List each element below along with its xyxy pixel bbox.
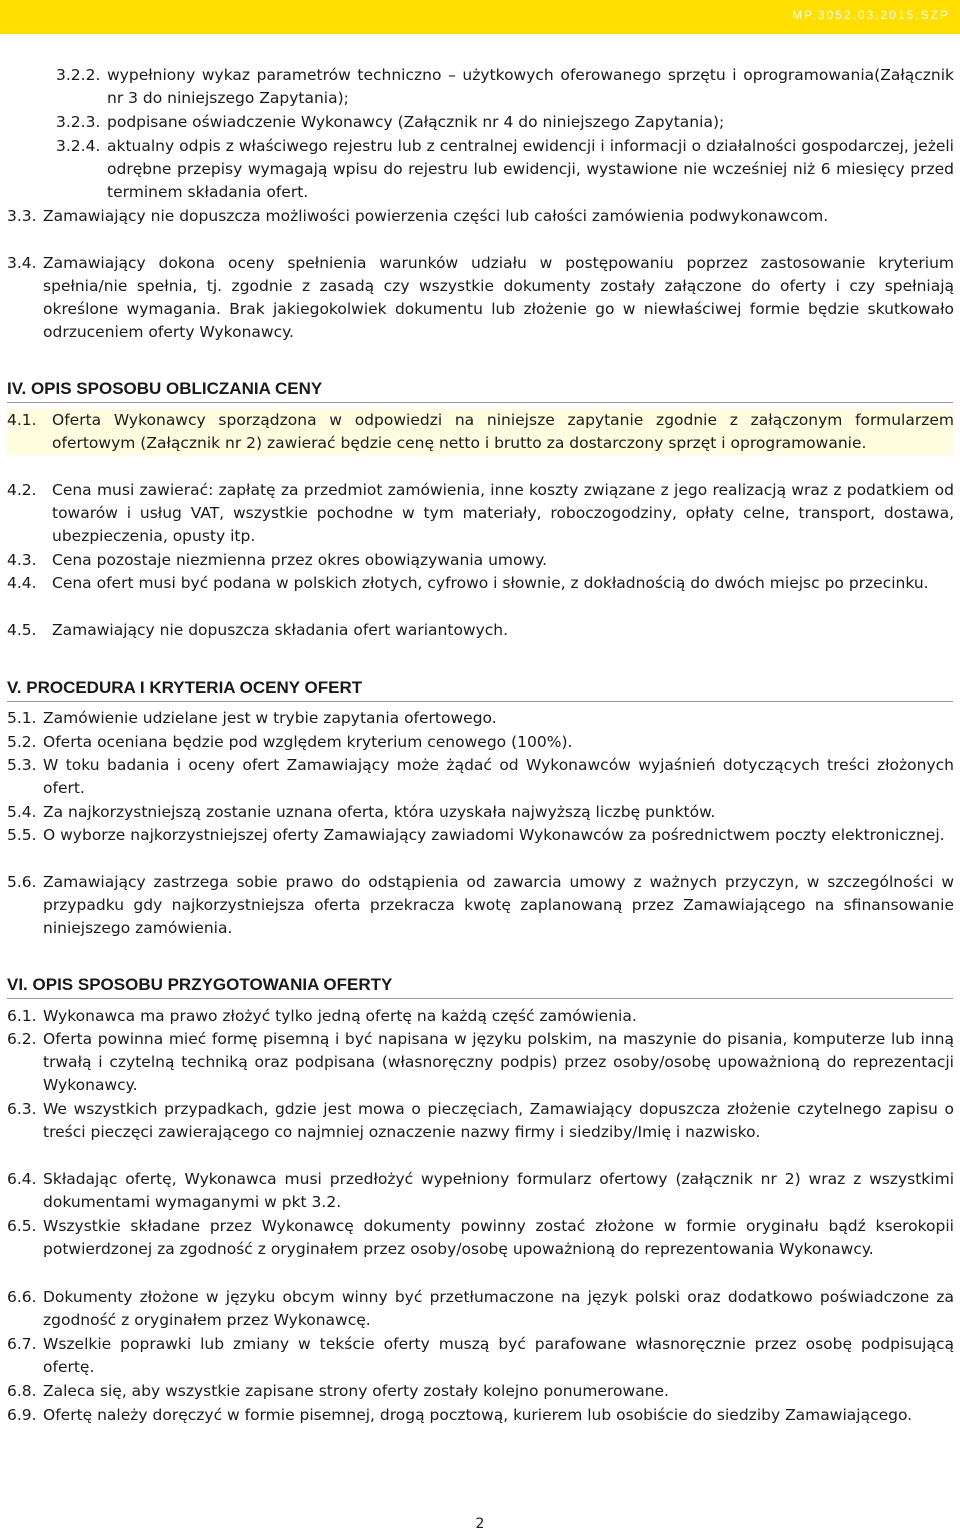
item-text: Wszystkie składane przez Wykonawcę dokumenty powinny zostać złożone w formie oryginału bądź kserokopii potwierdzonej za zgodność z oryginałem przez osoby/osobę upoważnioną do reprezentowania Wykonawcy. [43, 1217, 954, 1258]
item-text: Wykonawca ma prawo złożyć tylko jedną ofertę na każdą część zamówienia. [43, 1007, 637, 1025]
list-item [7, 619, 954, 642]
item-number: 4.4. [7, 574, 37, 592]
list-item [7, 1215, 954, 1261]
list-item [7, 409, 954, 455]
item-number: 3.4. [7, 254, 37, 272]
page-number: 2 [475, 1516, 485, 1532]
item-text: Zaleca się, aby wszystkie zapisane strony oferty zostały kolejno ponumerowane. [43, 1382, 669, 1400]
item-number: 6.7. [7, 1335, 37, 1353]
item-text: Zamawiający nie dopuszcza składania ofert wariantowych. [52, 621, 509, 639]
list-item [7, 1286, 954, 1332]
item-text: Oferta oceniana będzie pod względem kryterium cenowego (100%). [43, 733, 573, 751]
item-text: Wszelkie poprawki lub zmiany w tekście oferty muszą być parafowane własnoręcznie przez osobę podpisującą ofertę. [43, 1335, 954, 1376]
list-item [7, 205, 954, 228]
list-item [7, 754, 954, 800]
item-text: Oferta Wykonawcy sporządzona w odpowiedzi na niniejsze zapytanie zgodnie z załączonym formularzem ofertowym (Załącznik nr 2) zawierać będzie cenę netto i brutto za dostarczony sprzęt i oprogramowanie. [52, 411, 954, 452]
list-item [7, 1098, 954, 1144]
item-number: 5.4. [7, 803, 37, 821]
item-text: Za najkorzystniejszą zostanie uznana oferta, która uzyskała najwyższą liczbę punktów. [43, 803, 716, 821]
list-item [56, 64, 954, 110]
item-number: 6.4. [7, 1170, 37, 1188]
item-number: 3.3. [7, 207, 37, 225]
item-number: 4.5. [7, 621, 37, 639]
item-text: aktualny odpis z właściwego rejestru lub z centralnej ewidencji i informacji o działalności gospodarczej, jeżeli odrębne przepisy wymagają wpisu do rejestru lub ewidencji, wystawione nie wcześniej niż 6 miesięcy przed terminem składania ofert. [107, 137, 954, 201]
item-number: 5.5. [7, 826, 37, 844]
list-item [7, 801, 954, 824]
list-item [7, 479, 954, 548]
list-item [56, 111, 954, 134]
item-number: 6.9. [7, 1406, 37, 1424]
list-item [7, 549, 954, 572]
list-item [7, 731, 954, 754]
item-number: 5.6. [7, 873, 37, 891]
item-text: Zamawiający dokona oceny spełnienia warunków udziału w postępowaniu poprzez zastosowanie kryterium spełnia/nie spełnia, tj. zgodnie z zasadą czy wszystkie dokumenty zostały załączone do oferty i czy spełniają określone wymagania. Brak jakiegokolwiek dokumentu lub złożenie go w niewłaściwej formie będzie skutkowało odrzuceniem oferty Wykonawcy. [43, 254, 954, 341]
list-item [7, 572, 954, 595]
item-text: We wszystkich przypadkach, gdzie jest mowa o pieczęciach, Zamawiający dopuszcza złożenie czytelnego zapisu o treści pieczęci zawierającego co najmniej oznaczenie nazwy firmy i siedziby/Imię i nazwisko. [43, 1100, 954, 1141]
item-number: 6.5. [7, 1217, 37, 1235]
item-number: 4.2. [7, 481, 37, 499]
section-heading: VI. OPIS SPOSOBU PRZYGOTOWANIA OFERTY [7, 974, 953, 999]
item-number: 6.8. [7, 1382, 37, 1400]
item-text: Cena musi zawierać: zapłatę za przedmiot zamówienia, inne koszty związane z jego realizacją wraz z podatkiem od towarów i usług VAT, wszystkie pochodne w tym materiały, roboczogodziny, opłaty celne, transport, dostawa, ubezpieczenia, opusty itp. [52, 481, 954, 545]
item-text: Zamówienie udzielane jest w trybie zapytania ofertowego. [43, 709, 497, 727]
item-number: 3.2.2. [56, 66, 101, 84]
list-item [7, 871, 954, 940]
list-item [7, 1028, 954, 1097]
item-number: 3.2.4. [56, 137, 101, 155]
section-heading: V. PROCEDURA I KRYTERIA OCENY OFERT [7, 677, 953, 702]
item-text: Zamawiający nie dopuszcza możliwości powierzenia części lub całości zamówienia podwykonawcom. [43, 207, 829, 225]
list-item [56, 135, 954, 204]
item-number: 5.3. [7, 756, 37, 774]
item-text: Cena ofert musi być podana w polskich złotych, cyfrowo i słownie, z dokładnością do dwóch miejsc po przecinku. [52, 574, 929, 592]
list-item [7, 252, 954, 344]
item-text: podpisane oświadczenie Wykonawcy (Załącznik nr 4 do niniejszego Zapytania); [107, 113, 725, 131]
item-text: Cena pozostaje niezmienna przez okres obowiązywania umowy. [52, 551, 548, 569]
list-item [7, 1005, 954, 1028]
item-text: Zamawiający zastrzega sobie prawo do odstąpienia od zawarcia umowy z ważnych przyczyn, w szczególności w przypadku gdy najkorzystniejsza oferta przekracza kwotę zaplanowaną przez Zamawiającego na sfinansowanie niniejszego zamówienia. [43, 873, 954, 937]
item-text: Dokumenty złożone w języku obcym winny być przetłumaczone na język polski oraz dodatkowo poświadczone za zgodność z oryginałem przez Wykonawcę. [43, 1288, 954, 1329]
item-text: Oferta powinna mieć formę pisemną i być napisana w języku polskim, na maszynie do pisania, komputerze lub inną trwałą i czytelną techniką oraz podpisana (własnoręczny podpis) przez osoby/osobę upoważnioną do reprezentacji Wykonawcy. [43, 1030, 954, 1094]
list-item [7, 1333, 954, 1379]
item-number: 6.1. [7, 1007, 37, 1025]
list-item [7, 1380, 954, 1403]
item-number: 6.3. [7, 1100, 37, 1118]
list-item [7, 824, 954, 847]
section-heading: IV. OPIS SPOSOBU OBLICZANIA CENY [7, 378, 953, 403]
item-number: 6.2. [7, 1030, 37, 1048]
list-item [7, 1404, 954, 1427]
item-text: wypełniony wykaz parametrów techniczno – użytkowych oferowanego sprzętu i oprogramowania(Załącznik nr 3 do niniejszego Zapytania); [107, 66, 954, 107]
item-number: 4.1. [7, 411, 37, 429]
item-number: 5.2. [7, 733, 37, 751]
item-text: Składając ofertę, Wykonawca musi przedłożyć wypełniony formularz ofertowy (załącznik nr 2) wraz z wszystkimi dokumentami wymaganymi w pkt 3.2. [43, 1170, 954, 1211]
list-item [7, 1168, 954, 1214]
item-number: 6.6. [7, 1288, 37, 1306]
item-text: W toku badania i oceny ofert Zamawiający może żądać od Wykonawców wyjaśnień dotyczących treści złożonych ofert. [43, 756, 954, 797]
item-number: 4.3. [7, 551, 37, 569]
item-number: 5.1. [7, 709, 37, 727]
item-text: Ofertę należy doręczyć w formie pisemnej, drogą pocztową, kurierem lub osobiście do siedziby Zamawiającego. [43, 1406, 913, 1424]
item-text: O wyborze najkorzystniejszej oferty Zamawiający zawiadomi Wykonawców za pośrednictwem poczty elektronicznej. [43, 826, 945, 844]
list-item [7, 707, 954, 730]
document-reference: MP.3052.03.2015.SZP [792, 8, 950, 22]
item-number: 3.2.3. [56, 113, 101, 131]
